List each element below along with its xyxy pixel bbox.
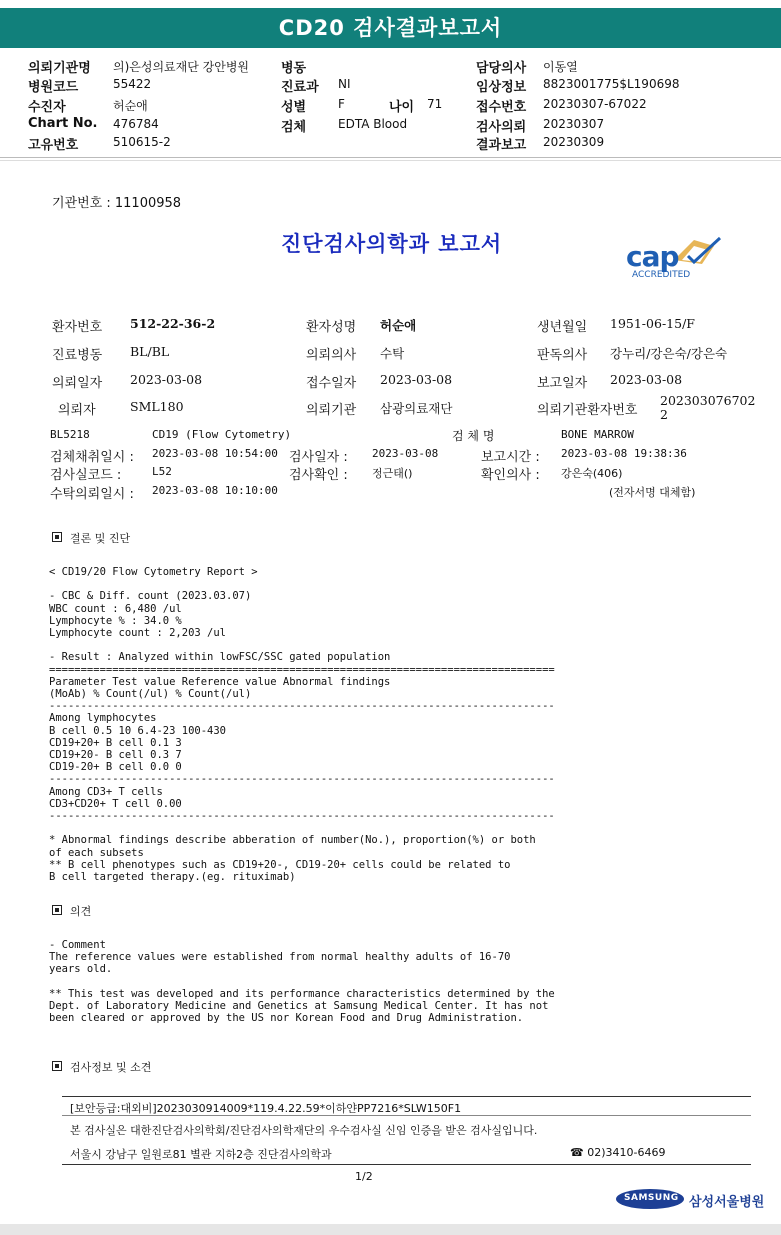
report-line: - CBC & Diff. count (2023.03.07) [49,590,252,603]
comment-line: The reference values were established from normal healthy adults of 16-70 [49,951,511,964]
section-testinfo-heading: 검사정보 및 소견 [52,1059,151,1075]
header-label: 수진자 [28,100,66,115]
page-number: 1/2 [355,1170,373,1183]
header-label: 고유번호 [28,138,79,153]
report-line: * Abnormal findings describe abberation of number(No.), proportion(%) or both [49,834,536,847]
header-value: 이동열 [543,60,578,74]
report-line: -------------------------------------------------------------------------------- [49,700,555,713]
cap-accredited-logo [622,234,732,284]
report-line [49,822,555,834]
report-line: Among lymphocytes [49,712,157,725]
report-line [49,578,555,590]
report-line [49,639,555,651]
samsung-logo [615,1188,685,1210]
patient-info-label: 판독의사 [537,348,588,363]
comment-line: Dept. of Laboratory Medicine and Genetics at Samsung Medical Center. It has not [49,1000,549,1012]
patient-info-value: 1951-06-15/F [610,316,695,331]
age-label: 나이 [389,100,415,115]
report-line: ** B cell phenotypes such as CD19+20-, CD19-20+ cells could be related to [49,858,511,871]
header-label: 검사의뢰 [476,120,527,135]
report-time-label: 보고시간 : [481,450,540,465]
footer-top-rule [62,1096,751,1097]
patient-info-label: 의뢰자 [58,403,96,418]
patient-info-value-cont: 2 [660,407,668,422]
page-bottom-band [0,1224,781,1235]
patient-info-value: SML180 [130,399,184,414]
comment-line: years old. [49,963,113,976]
address-line: 서울시 강남구 일원로81 별관 지하2층 진단검사의학과 [70,1148,332,1161]
page-title: 진단검사의학과 보고서 [281,232,503,256]
header-label: Chart No. [28,116,98,131]
req-label: 수탁의뢰일시 : [50,487,134,502]
header-label: 접수번호 [476,100,527,115]
comment-line: ** This test was developed and its performance characteristics determined by the [49,987,555,1000]
report-time-value: 2023-03-08 19:38:36 [561,447,687,460]
hospital-name: 삼성서울병원 [689,1195,765,1210]
doctor-value: 강은숙(406) [561,467,623,480]
report-line: of each subsets [49,846,144,859]
header-label: 의뢰기관명 [28,61,91,76]
req-value: 2023-03-08 10:10:00 [152,484,278,497]
age-value: 71 [427,97,443,111]
specimen-label: 검 체 명 [452,429,495,443]
test-code: BL5218 [50,428,90,441]
header-label: 성별 [281,100,307,115]
comment-line: - Comment [49,939,106,951]
header-value: 20230307 [543,117,605,131]
report-line: CD19+20+ B cell 0.1 3 [49,736,182,749]
comment-line: been cleared or approved by the US nor Korean Food and Drug Administration. [49,1012,524,1025]
patient-info-label: 의뢰의사 [306,348,357,363]
header-value: 55422 [113,77,152,91]
header-label: 검체 [281,120,307,135]
patient-info-value: 2023-03-08 [130,372,203,387]
report-line: CD3+CD20+ T cell 0.00 [49,797,182,810]
patient-info-value: 202303076702 [660,393,756,408]
test-date-label: 검사일자 : [289,450,348,465]
patient-info-label: 환자성명 [306,320,357,335]
section-square-icon [52,905,62,915]
header-label: 병동 [281,61,307,76]
confirm-label: 검사확인 : [289,468,348,483]
test-date-value: 2023-03-08 [372,447,439,460]
footer-bottom-rule [62,1164,751,1165]
header-value: 의)은성의료재단 강안병원 [113,60,250,74]
header-value: F [338,97,345,111]
patient-info-value: 삼광의료재단 [380,401,453,416]
patient-info-value: 강누리/강은숙/강은숙 [610,346,728,361]
section-conclusion-heading: 결론 및 진단 [52,530,130,546]
header-label: 담당의사 [476,61,527,76]
patient-info-value: 수탁 [380,346,405,361]
report-line: B cell 0.5 10 6.4-23 100-430 [49,724,227,737]
report-line: Lymphocyte count : 2,203 /ul [49,627,227,639]
report-line: (MoAb) % Count(/ul) % Count(/ul) [49,688,252,700]
report-line: -------------------------------------------------------------------------------- [49,810,555,823]
report-line: < CD19/20 Flow Cytometry Report > [49,566,258,578]
header-value: 20230307-67022 [543,97,647,111]
header-value: 20230309 [543,135,605,149]
report-line: - Result : Analyzed within lowFSC/SSC gated population [49,651,391,664]
patient-info-label: 보고일자 [537,376,588,391]
doctor-label: 확인의사 : [481,468,540,483]
patient-info-value: 2023-03-08 [380,372,453,387]
patient-info-label: 접수일자 [306,376,357,391]
patient-info-label: 진료병동 [52,348,103,363]
report-line: Among CD3+ T cells [49,785,163,798]
certification-line: 본 검사실은 대한진단검사의학회/진단검사의학재단의 우수검사실 신임 인증을 받은 검사실입니다. [70,1124,538,1137]
patient-info-label: 의뢰기관환자번호 [537,403,638,418]
patient-info-label: 의뢰일자 [52,376,103,391]
cap-logo-text: cap [626,240,679,273]
patient-info-label: 환자번호 [52,320,103,335]
patient-info-label: 의뢰기관 [306,403,357,418]
opinion-comment [49,939,555,1024]
report-line: CD19-20+ B cell 0.0 0 [49,761,182,774]
collect-label: 검체채취일시 : [50,450,134,465]
header-label: 결과보고 [476,138,527,153]
header-separator [0,157,781,158]
header-separator-2 [0,160,781,161]
patient-info-value: 허순애 [380,318,417,333]
section-square-icon [52,532,62,542]
header-value: 8823001775$L190698 [543,77,680,91]
test-name: CD19 (Flow Cytometry) [152,428,292,441]
header-value: EDTA Blood [338,117,408,131]
header-label: 진료과 [281,80,319,95]
report-line: ================================================================================ [49,663,555,676]
specimen-value: BONE MARROW [561,428,634,441]
header-label: 병원코드 [28,80,79,95]
patient-info-value: 2023-03-08 [610,372,683,387]
room-value: L52 [152,465,172,478]
phone-line: ☎ 02)3410-6469 [570,1146,666,1159]
report-line: CD19+20- B cell 0.3 7 [49,749,182,762]
section-opinion-heading: 의견 [52,903,91,919]
samsung-logo-text: SAMSUNG [624,1193,679,1203]
patient-info-value: BL/BL [130,344,170,359]
esign-note: (전자서명 대체함) [609,486,696,499]
cap-logo-sub: ACCREDITED [632,270,691,280]
collect-value: 2023-03-08 10:54:00 [152,447,278,460]
confirm-value: 정근태() [372,467,413,480]
report-line: B cell targeted therapy.(eg. rituximab) [49,871,296,884]
header-label: 임상정보 [476,80,527,95]
report-line: WBC count : 6,480 /ul [49,602,182,615]
report-title-bar: CD20 검사결과보고서 [0,8,781,48]
report-line: Parameter Test value Reference value Abnormal findings [49,675,391,688]
patient-info-label: 생년월일 [537,320,588,335]
security-line: [보안등급:대외비]2023030914009*119.4.22.59*이하얀PP7216*SLW150F1 [70,1102,462,1115]
header-value: 476784 [113,117,159,131]
report-line: -------------------------------------------------------------------------------- [49,773,555,786]
header-value: 510615-2 [113,135,171,149]
header-value: NI [338,77,351,91]
footer-mid-rule [62,1115,751,1116]
comment-line [49,976,555,988]
patient-info-value: 512-22-36-2 [130,316,216,331]
section-square-icon [52,1061,62,1071]
report-line: Lymphocyte % : 34.0 % [49,614,182,627]
room-label: 검사실코드 : [50,468,122,483]
header-value: 허순애 [113,99,148,113]
flow-cytometry-report [49,566,555,883]
org-number: 기관번호 : 11100958 [52,196,182,211]
